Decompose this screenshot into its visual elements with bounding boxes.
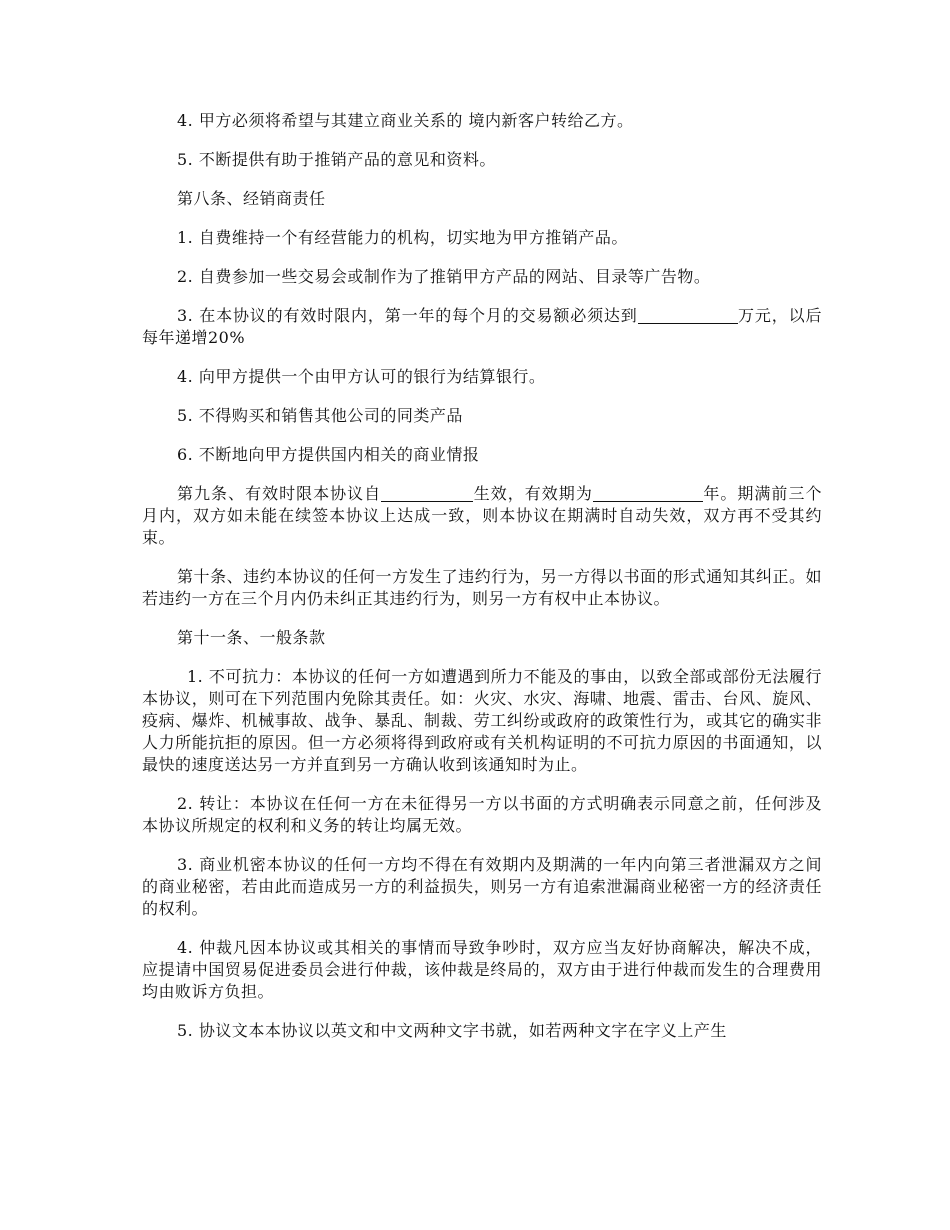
paragraph-trade-fairs: 2. 自费参加一些交易会或制作为了推销甲方产品的网站、目录等广告物。 [177,267,711,286]
paragraph-provide-info: 5. 不断提供有助于推销产品的意见和资料。 [177,150,496,169]
paragraph-agreement-text: 5. 协议文本本协议以英文和中文两种文字书就，如若两种文字在字义上产生 [177,1021,727,1040]
validity-text-after: 年。期满前三个月内，双方如未能在续签本协议上达成一致，则本协议在期满时自动失效，双方再不受其约束。 [142,484,822,547]
validity-text-before: 第九条、有效时限本协议自 [177,484,382,503]
validity-text-middle: 生效，有效期为 [473,484,593,503]
paragraph-no-competing-products: 5. 不得购买和销售其他公司的同类产品 [177,406,463,425]
section-heading-article-8: 第八条、经销商责任 [177,189,326,208]
paragraph-assignment: 2. 转让：本协议在任何一方在未征得另一方以书面的方式明确表示同意之前，任何涉及本协议所规定的权利和义务的转让均属无效。 [142,794,822,835]
paragraph-arbitration: 4. 仲裁凡因本协议或其相关的事情而导致争吵时，双方应当友好协商解决，解决不成，应提请中国贸易促进委员会进行仲裁，该仲裁是终局的，双方由于进行仲裁而发生的合理费用均由败诉方负担。 [142,938,822,1001]
paragraph-client-transfer: 4. 甲方必须将希望与其建立商业关系的 境内新客户转给乙方。 [177,111,634,130]
validity-period-blank [593,485,703,502]
section-heading-article-11: 第十一条、一般条款 [177,628,326,647]
paragraph-force-majeure: 1. 不可抗力：本协议的任何一方如遭遇到所力不能及的事由，以致全部或部份无法履行本协议，则可在下列范围内免除其责任。如：火灾、水灾、海啸、地震、雷击、台风、旋风、疫病、爆炸、机械事故、战争、暴乱、制裁、劳工纠纷或政府的政策性行为，或其它的确实非人力所能抗拒的原因。但一方必须将得到政府或有关机构证明的不可抗力原因的书面通知，以最快的速度送达另一方并直到另一方确认收到该通知时为止。 [142,667,822,774]
monthly-volume-text-after: 万元，以后每年递增20% [142,306,822,347]
paragraph-article-10-breach: 第十条、违约本协议的任何一方发生了违约行为，另一方得以书面的形式通知其纠正。如若违约一方在三个月内仍未纠正其违约行为，则另一方有权中止本协议。 [142,567,822,608]
paragraph-trade-secrets: 3. 商业机密本协议的任何一方均不得在有效期内及期满的一年内向第三者泄漏双方之间的商业秘密，若由此而造成另一方的利益损失，则另一方有追索泄漏商业秘密一方的经济责任的权利。 [142,855,822,918]
paragraph-market-intelligence: 6. 不断地向甲方提供国内相关的商业情报 [177,445,480,464]
document-body [142,110,822,1059]
paragraph-article-9-validity [142,483,822,549]
paragraph-monthly-volume [142,305,822,349]
monthly-volume-text-before: 3. 在本协议的有效时限内，第一年的每个月的交易额必须达到 [177,306,638,325]
paragraph-maintain-agency: 1. 自费维持一个有经营能力的机构，切实地为甲方推销产品。 [177,228,628,247]
effective-date-blank [381,485,473,502]
monthly-volume-blank [638,307,738,324]
paragraph-settlement-bank: 4. 向甲方提供一个由甲方认可的银行为结算银行。 [177,367,546,386]
